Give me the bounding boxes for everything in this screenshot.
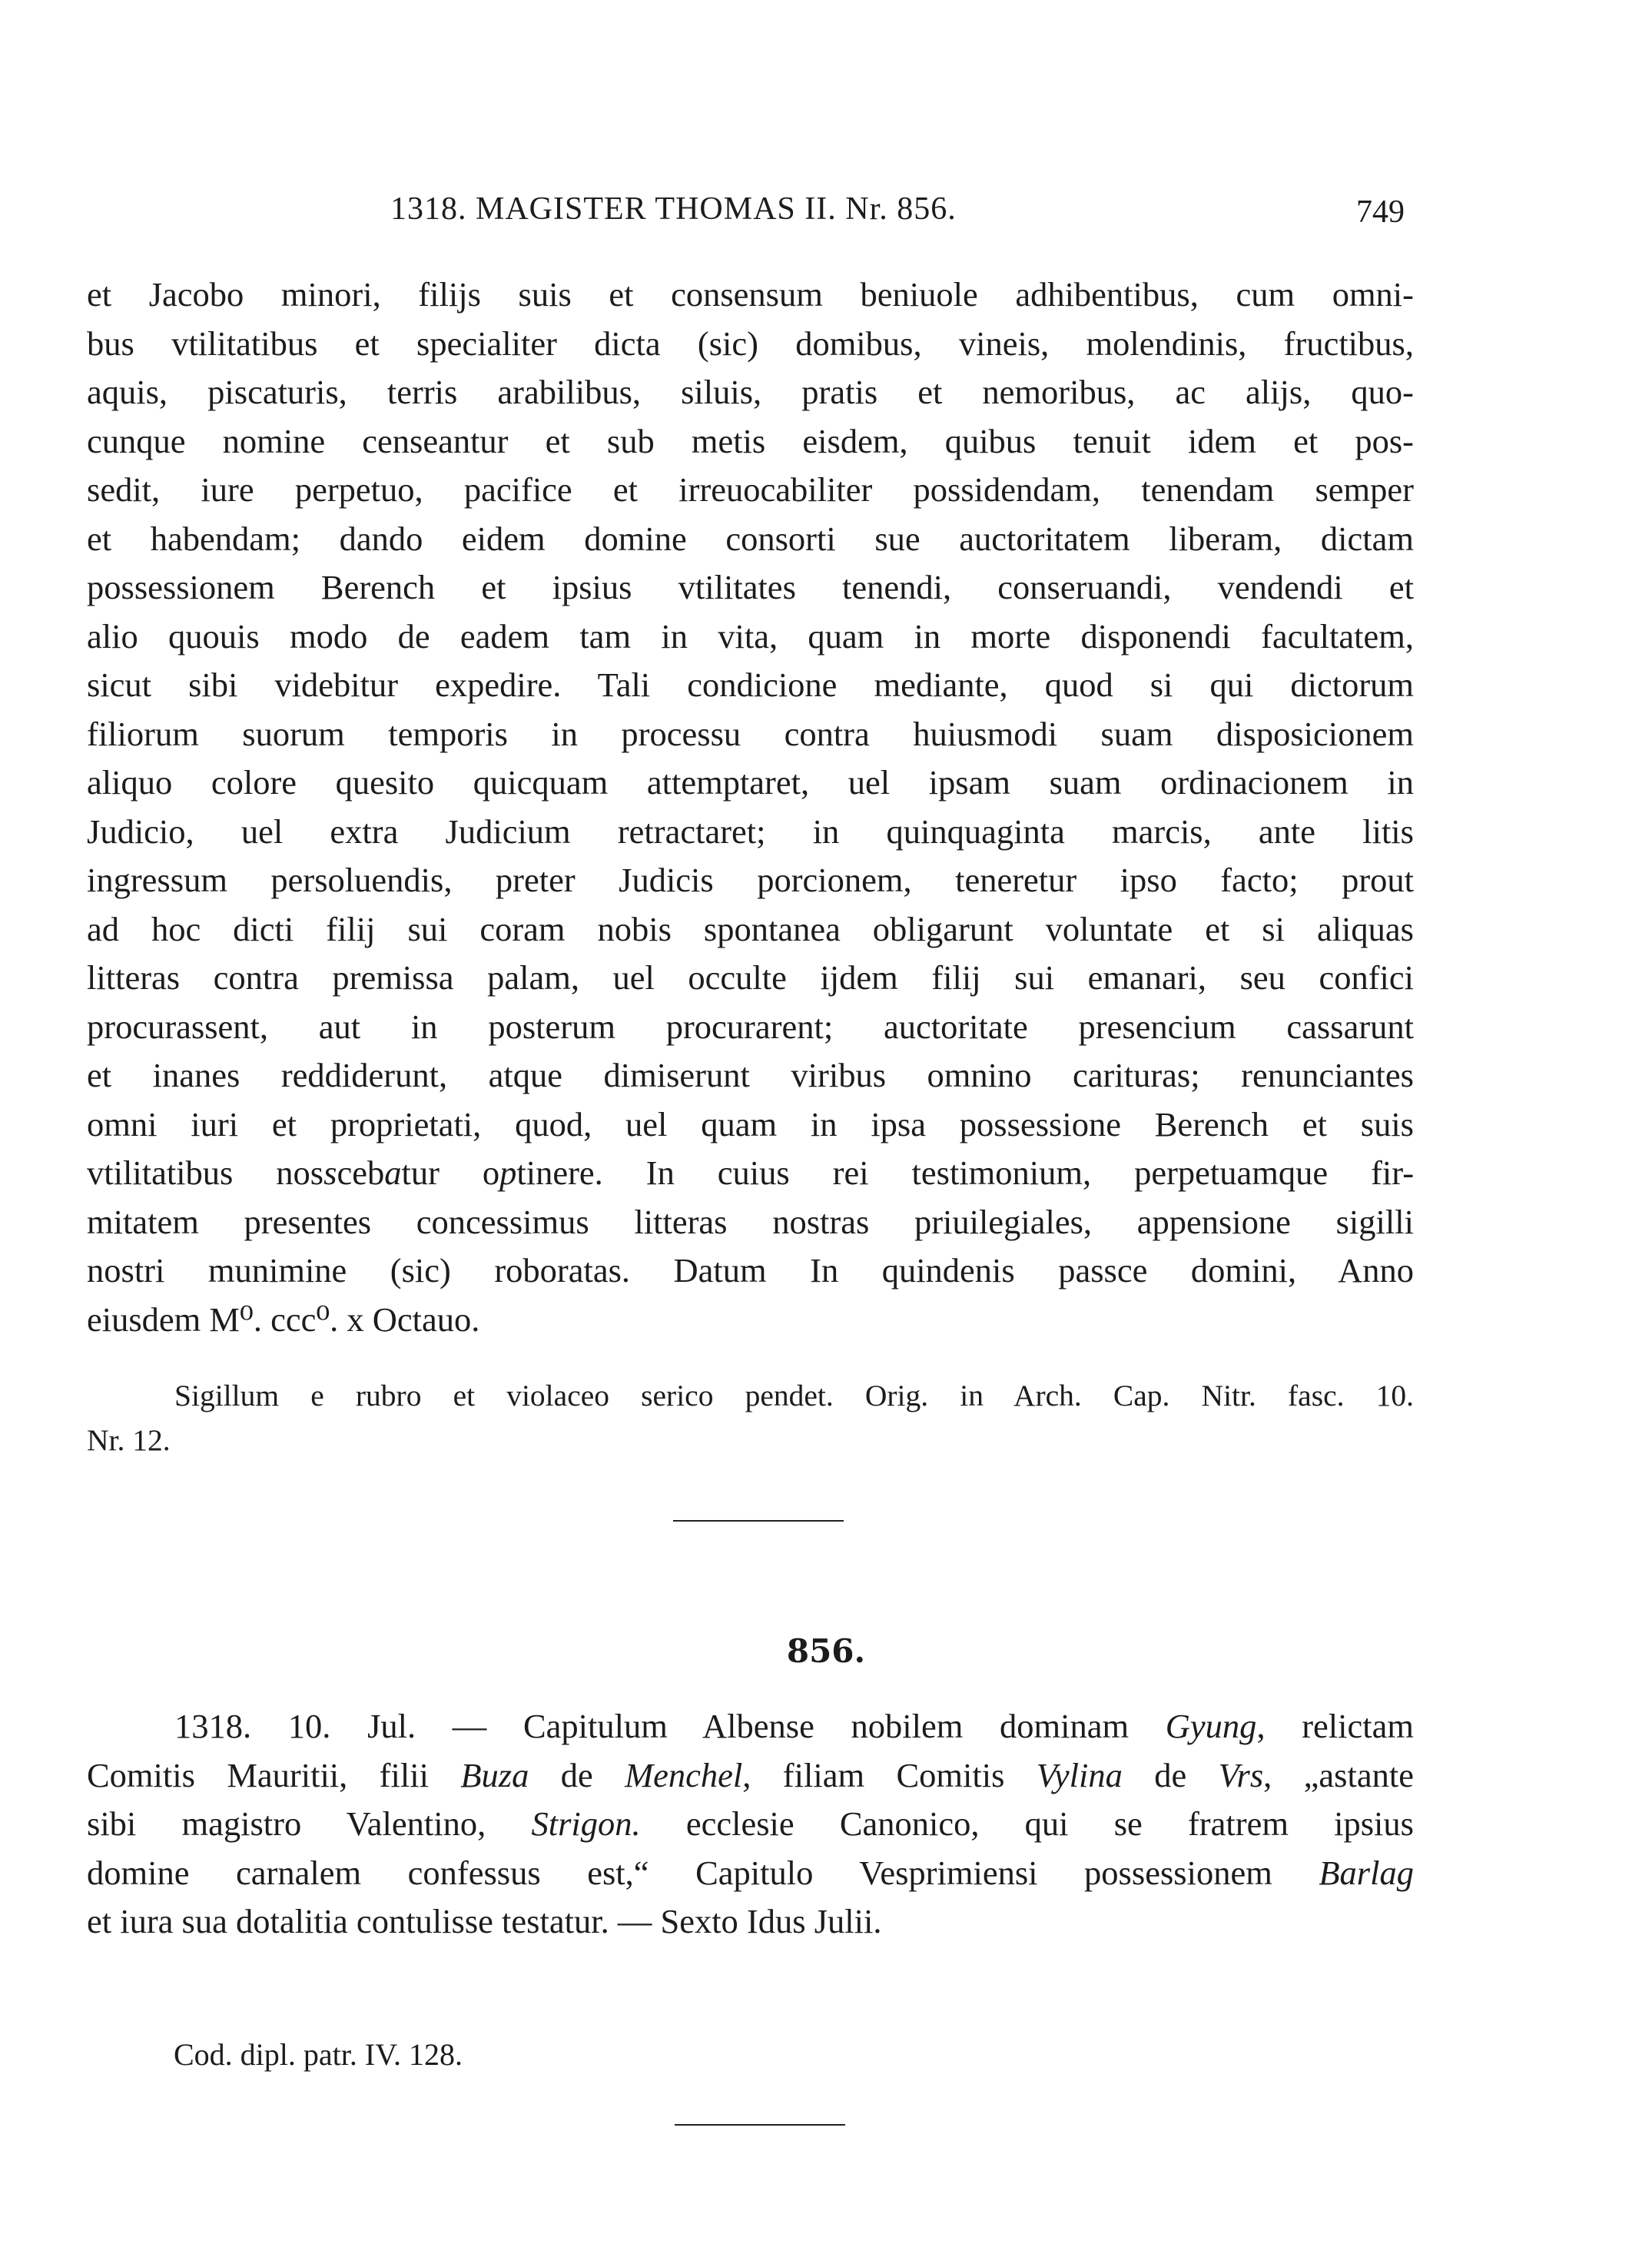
text-line: vtilitatibus nosscebatur optinere. In cuius rei testimonium, perpetuamque fir- xyxy=(87,1153,1414,1192)
text-line: Judicio, uel extra Judicium retractaret; in quinquaginta marcis, ante litis xyxy=(87,812,1414,851)
text-line: ingressum persoluendis, preter Judicis porcionem, teneretur ipso facto; prout xyxy=(87,861,1414,899)
text-line: procurassent, aut in posterum procurarent; auctoritate presencium cassarunt xyxy=(87,1007,1414,1046)
text-line: omni iuri et proprietati, quod, uel quam in ipsa possessione Berench et suis xyxy=(87,1104,1414,1143)
text-line: sibi magistro Valentino, Strigon. ecclesie Canonico, qui se fratrem ipsius xyxy=(87,1804,1414,1843)
section-divider xyxy=(673,1520,844,1522)
text-line: ad hoc dicti filij sui coram nobis spontanea obligarunt voluntate et si aliquas xyxy=(87,909,1414,948)
text-line: sicut sibi videbitur expedire. Tali condicione mediante, quod si qui dictorum xyxy=(87,665,1414,704)
seal-note xyxy=(87,1373,1414,1462)
text-line: possessionem Berench et ipsius vtilitates tenendi, conseruandi, vendendi et xyxy=(87,568,1414,606)
text-line: 1318. 10. Jul. — Capitulum Albense nobilem dominam Gyung, relictam xyxy=(174,1707,1414,1745)
note-line: Sigillum e rubro et violaceo serico pendet. Orig. in Arch. Cap. Nitr. fasc. 10. xyxy=(174,1379,1414,1412)
text-line: sedit, iure perpetuo, pacifice et irreuocabiliter possidendam, tenendam semper xyxy=(87,470,1414,509)
main-text-block xyxy=(87,271,1414,1344)
text-line: et iura sua dotalitia contulisse testatur. — Sexto Idus Julii. xyxy=(87,1902,882,1940)
note-line: Nr. 12. xyxy=(87,1423,171,1457)
text-line: eiusdem M⁰. ccc⁰. x Octauo. xyxy=(87,1299,480,1339)
text-line: nostri munimine (sic) roboratas. Datum In quindenis passce domini, Anno xyxy=(87,1251,1414,1290)
text-line: aquis, piscaturis, terris arabilibus, siluis, pratis et nemoribus, ac alijs, quo- xyxy=(87,373,1414,411)
text-line: et habendam; dando eidem domine consorti sue auctoritatem liberam, dictam xyxy=(87,519,1414,558)
document-number: 856. xyxy=(786,1632,866,1670)
text-line: alio quouis modo de eadem tam in vita, quam in morte disponendi facultatem, xyxy=(87,616,1414,656)
text-line: litteras contra premissa palam, uel occulte ijdem filij sui emanari, seu confici xyxy=(87,958,1414,997)
text-line: mitatem presentes concessimus litteras nostras priuilegiales, appensione sigilli xyxy=(87,1202,1414,1241)
running-title: 1318. MAGISTER THOMAS II. Nr. 856. xyxy=(390,191,957,227)
source-citation: Cod. dipl. patr. IV. 128. xyxy=(174,2037,463,2072)
section-divider xyxy=(675,2124,845,2126)
text-line: et Jacobo minori, filijs suis et consensum beniuole adhibentibus, cum omni- xyxy=(87,275,1414,314)
text-line: cunque nomine censeantur et sub metis eisdem, quibus tenuit idem et pos- xyxy=(87,421,1414,460)
text-line: bus vtilitatibus et specialiter dicta (sic) domibus, vineis, molendinis, fructibus, xyxy=(87,324,1414,363)
document-856-text xyxy=(87,1702,1414,1947)
page-number: 749 xyxy=(1356,194,1405,230)
text-line: aliquo colore quesito quicquam attemptaret, uel ipsam suam ordinacionem in xyxy=(87,763,1414,802)
text-line: et inanes reddiderunt, atque dimiserunt viribus omnino carituras; renunciantes xyxy=(87,1056,1414,1094)
text-line: domine carnalem confessus est,“ Capitulo Vesprimiensi possessionem Barlag xyxy=(87,1853,1414,1892)
text-line: filiorum suorum temporis in processu contra huiusmodi suam disposicionem xyxy=(87,714,1414,753)
text-line: Comitis Mauritii, filii Buza de Menchel, filiam Comitis Vylina de Vrs, „astante xyxy=(87,1755,1414,1794)
